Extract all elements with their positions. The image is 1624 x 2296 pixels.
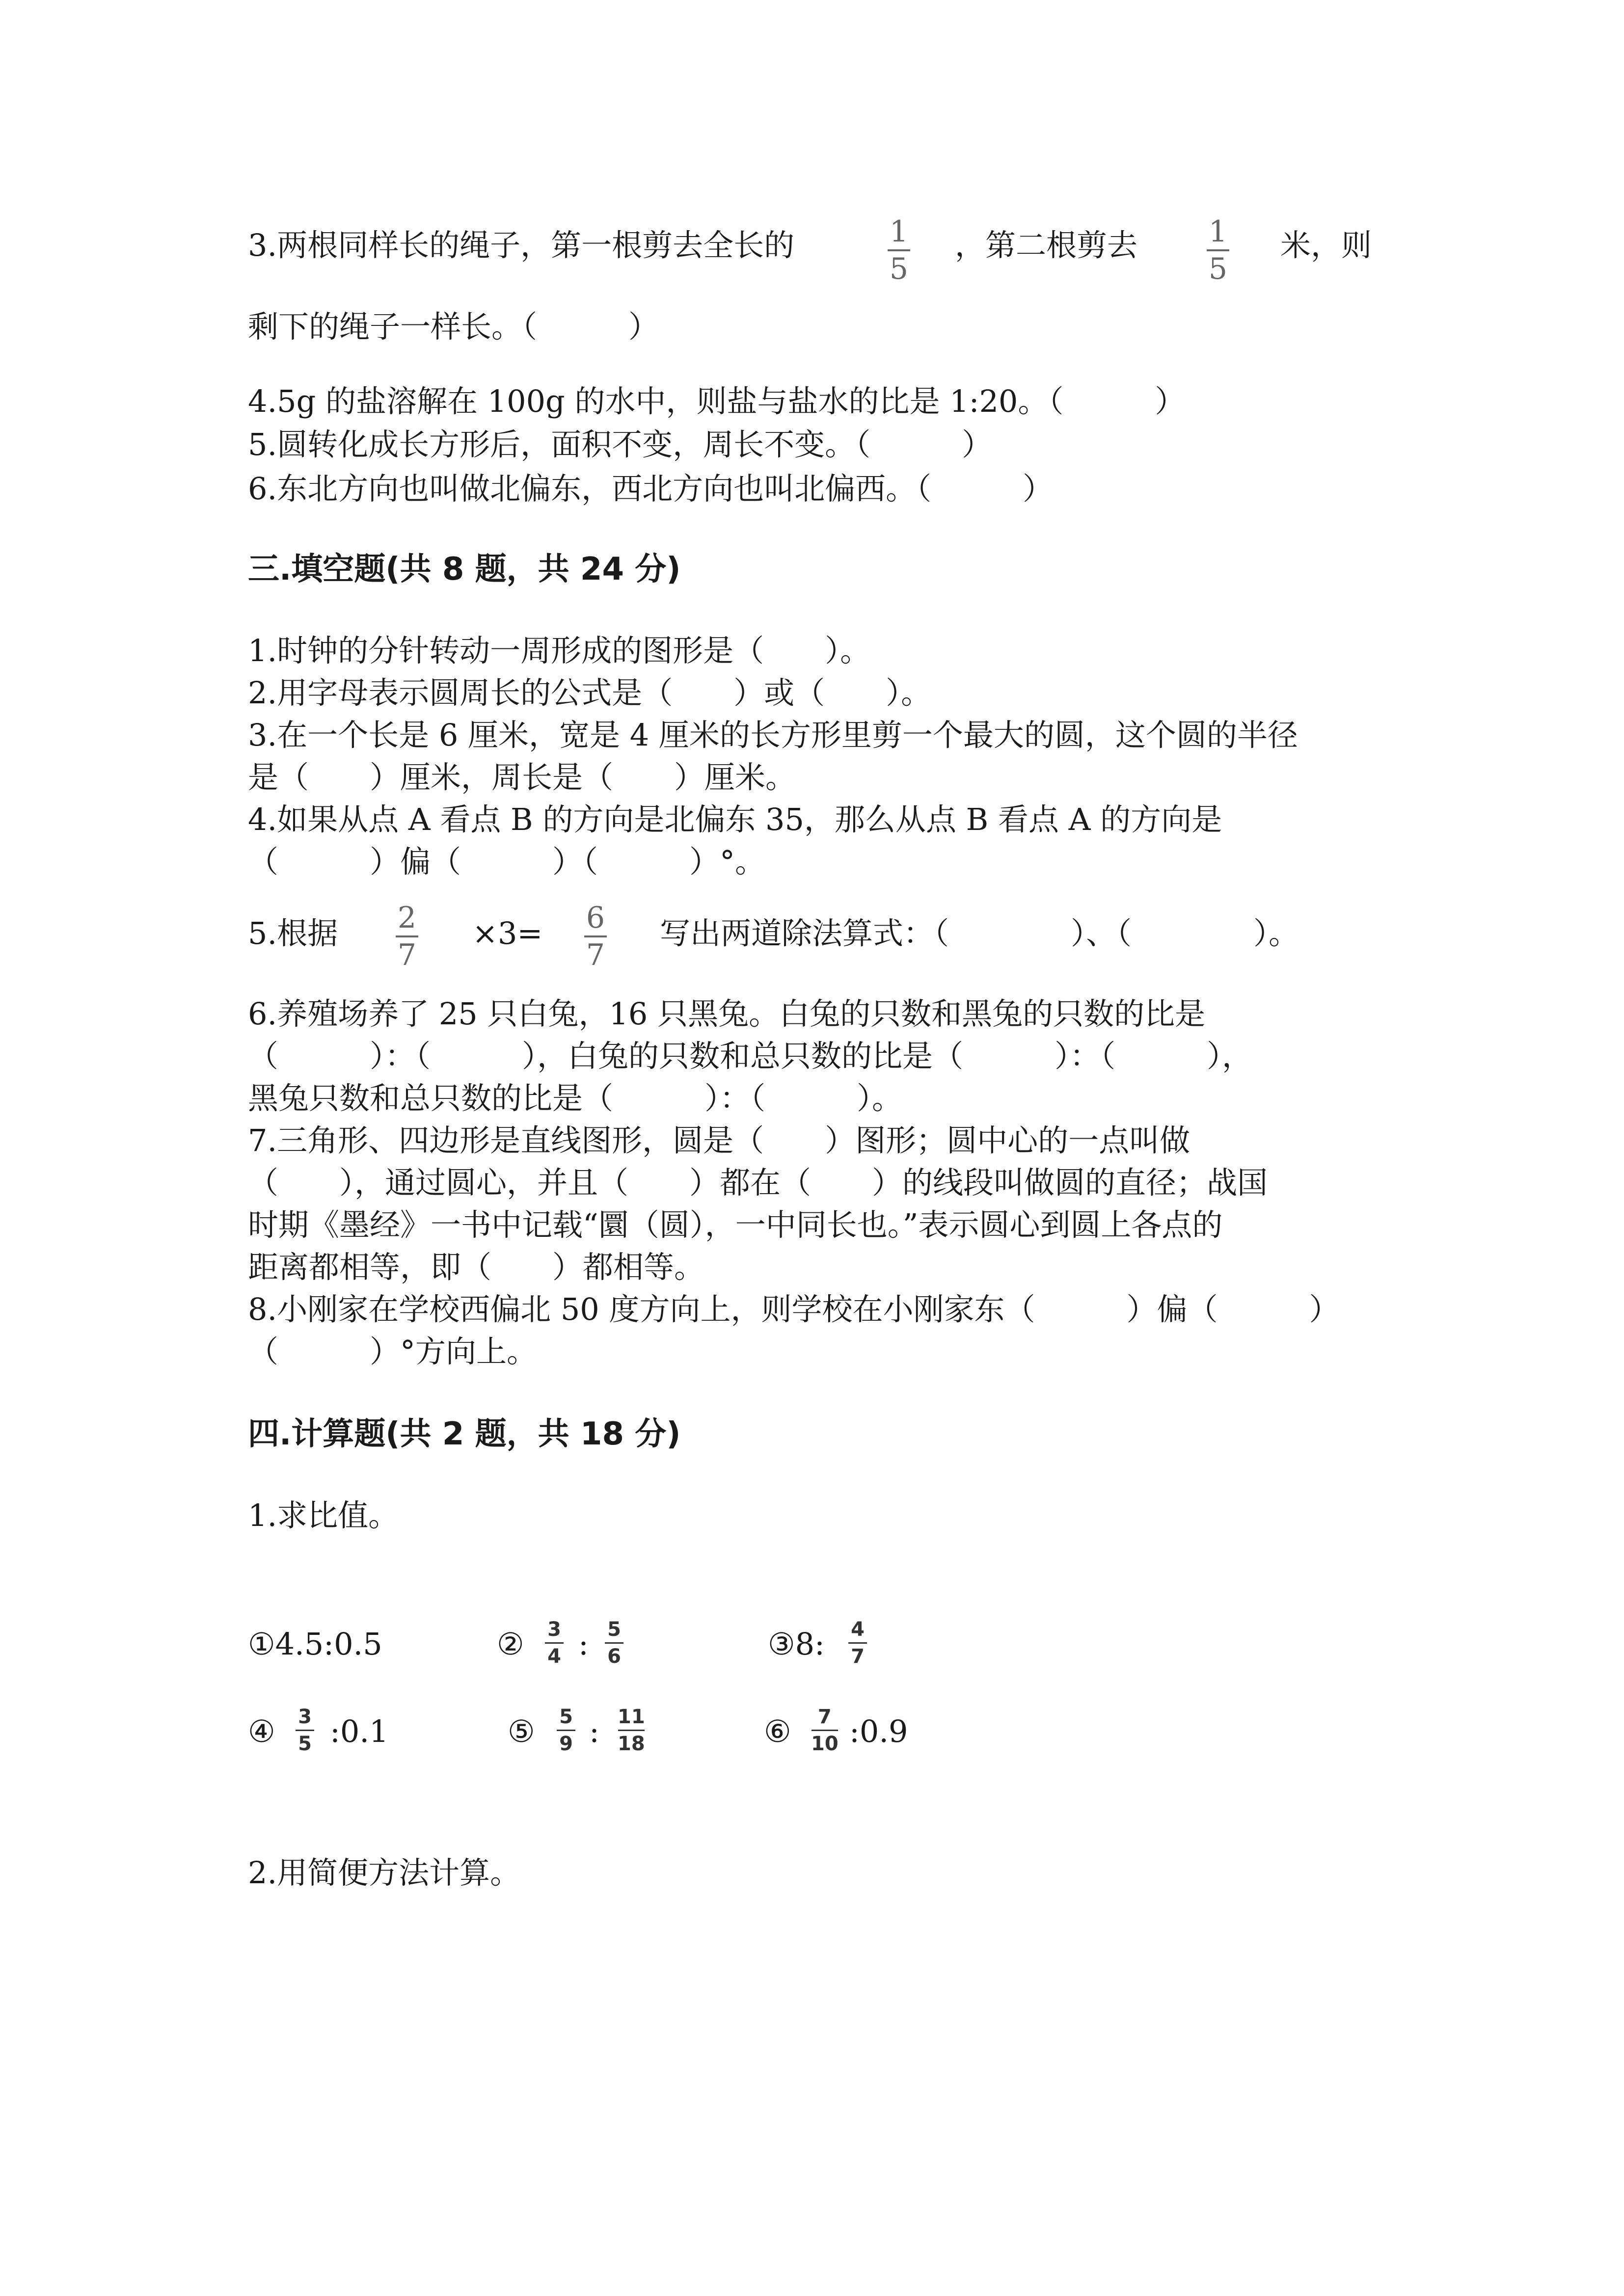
- fraction-numerator: 4: [851, 1618, 865, 1641]
- fraction-numerator: 1: [1208, 214, 1228, 249]
- fill-q3-line2: 是（ ）厘米，周长是（ ）厘米。: [248, 759, 796, 795]
- fraction-numerator: 1: [889, 214, 909, 249]
- judge-q3-part1: 3.两根同样长的绳子，第一根剪去全长的: [248, 227, 795, 263]
- fraction-one-fifth-a: [888, 216, 910, 285]
- judge-q4: 4.5g 的盐溶解在 100g 的水中，则盐与盐水的比是 1:20。（ ）: [248, 383, 1186, 419]
- fraction-five-ninths: [557, 1706, 575, 1755]
- fraction-denominator: 7: [586, 938, 605, 972]
- fill-q6-line1: 6.养殖场养了 25 只白兔，16 只黑兔。白兔的只数和黑兔的只数的比是: [248, 996, 1206, 1032]
- fraction-bar: [557, 1730, 575, 1731]
- judge-q3-part2: ，第二根剪去: [955, 227, 1138, 263]
- fill-q7-line3: 时期《墨经》一书中记载“圜（圆），一中同长也。”表示圆心到圆上各点的: [248, 1207, 1223, 1243]
- fill-q8-line1: 8.小刚家在学校西偏北 50 度方向上，则学校在小刚家东（ ）偏（ ）: [248, 1291, 1340, 1327]
- fraction-seven-tenths: [811, 1706, 839, 1755]
- fraction-denominator: 18: [618, 1733, 645, 1755]
- fraction-denominator: 9: [559, 1733, 573, 1755]
- fraction-two-sevenths: [396, 902, 418, 971]
- judge-q6: 6.东北方向也叫做北偏东，西北方向也叫北偏西。（ ）: [248, 471, 1054, 507]
- calc-q2: 2.用简便方法计算。: [248, 1855, 521, 1891]
- calc-item-5-label: ⑤: [508, 1713, 535, 1749]
- fraction-three-fifths: [296, 1706, 314, 1755]
- judge-q3-line2: 剩下的绳子一样长。（ ）: [248, 309, 659, 345]
- fill-q5-part2: ×3=: [472, 915, 543, 951]
- fill-q7-line1: 7.三角形、四边形是直线图形，圆是（ ）图形；圆中心的一点叫做: [248, 1122, 1191, 1158]
- fill-q2: 2.用字母表示圆周长的公式是（ ）或（ ）。: [248, 675, 932, 711]
- fraction-denominator: 4: [547, 1645, 561, 1668]
- calc-item-3-label: ③8:: [768, 1626, 825, 1662]
- fraction-bar: [296, 1730, 314, 1731]
- fraction-bar: [545, 1642, 564, 1644]
- calc-item-2-label: ②: [497, 1626, 524, 1662]
- fraction-numerator: 5: [607, 1618, 621, 1641]
- fill-q4-line2: （ ）偏（ ）（ ）°。: [248, 844, 766, 880]
- section-calc-heading: 四.计算题(共 2 题，共 18 分): [248, 1416, 681, 1452]
- fill-q7-line2: （ ），通过圆心，并且（ ）都在（ ）的线段叫做圆的直径；战国: [248, 1165, 1268, 1201]
- fraction-four-sevenths: [848, 1619, 867, 1667]
- fraction-denominator: 5: [889, 252, 909, 286]
- fraction-bar: [848, 1642, 867, 1644]
- calc-item-6-label: ⑥: [764, 1713, 791, 1749]
- section-fill-heading: 三.填空题(共 8 题，共 24 分): [248, 551, 681, 587]
- fraction-bar: [618, 1730, 645, 1731]
- fill-q5-part3: 写出两道除法算式：（ ）、（ ）。: [660, 915, 1299, 951]
- fill-q6-line2: （ ）：（ ），白兔的只数和总只数的比是（ ）：（ ），: [248, 1038, 1253, 1074]
- fraction-three-quarters: [545, 1619, 564, 1667]
- fraction-denominator: 7: [851, 1645, 865, 1668]
- fraction-denominator: 6: [607, 1645, 621, 1668]
- fraction-numerator: 3: [547, 1618, 561, 1641]
- judge-q3-part3: 米，则: [1280, 227, 1372, 263]
- calc-item-5-sep: :: [589, 1713, 599, 1749]
- fraction-bar: [605, 1642, 623, 1644]
- fraction-numerator: 3: [298, 1706, 312, 1728]
- calc-item-4-tail: :0.1: [330, 1713, 389, 1749]
- fraction-bar: [396, 935, 418, 937]
- fraction-five-sixths: [605, 1619, 623, 1667]
- fraction-denominator: 7: [397, 938, 417, 972]
- calc-item-2-sep: :: [578, 1626, 589, 1662]
- fill-q7-line4: 距离都相等，即（ ）都相等。: [248, 1249, 705, 1285]
- fraction-bar: [812, 1730, 838, 1731]
- fraction-bar: [888, 249, 910, 251]
- fill-q6-line3: 黑兔只数和总只数的比是（ ）：（ ）。: [248, 1080, 903, 1116]
- fraction-numerator: 2: [397, 901, 417, 935]
- fraction-eleven-eighteenths: [618, 1706, 645, 1755]
- fill-q1: 1.时钟的分针转动一周形成的图形是（ ）。: [248, 633, 871, 668]
- fill-q3-line1: 3.在一个长是 6 厘米，宽是 4 厘米的长方形里剪一个最大的圆，这个圆的半径: [248, 717, 1298, 753]
- fraction-denominator: 10: [811, 1733, 839, 1755]
- fill-q8-line2: （ ）°方向上。: [248, 1334, 538, 1369]
- calc-item-4-label: ④: [248, 1713, 275, 1749]
- fraction-bar: [584, 935, 607, 937]
- calc-item-6-tail: :0.9: [849, 1713, 908, 1749]
- calc-q1: 1.求比值。: [248, 1497, 399, 1533]
- fraction-numerator: 6: [586, 901, 605, 935]
- fraction-numerator: 7: [817, 1706, 832, 1728]
- fill-q5-part1: 5.根据: [248, 915, 338, 951]
- fraction-numerator: 11: [618, 1706, 645, 1728]
- fraction-denominator: 5: [298, 1733, 312, 1755]
- fraction-bar: [1207, 249, 1229, 251]
- fraction-numerator: 5: [559, 1706, 573, 1728]
- judge-q5: 5.圆转化成长方形后，面积不变，周长不变。（ ）: [248, 427, 993, 462]
- fraction-denominator: 5: [1208, 252, 1228, 286]
- fraction-one-fifth-b: [1207, 216, 1229, 285]
- calc-item-1: ①4.5:0.5: [248, 1626, 382, 1662]
- fraction-six-sevenths: [584, 902, 607, 971]
- fill-q4-line1: 4.如果从点 A 看点 B 的方向是北偏东 35，那么从点 B 看点 A 的方向是: [248, 801, 1222, 837]
